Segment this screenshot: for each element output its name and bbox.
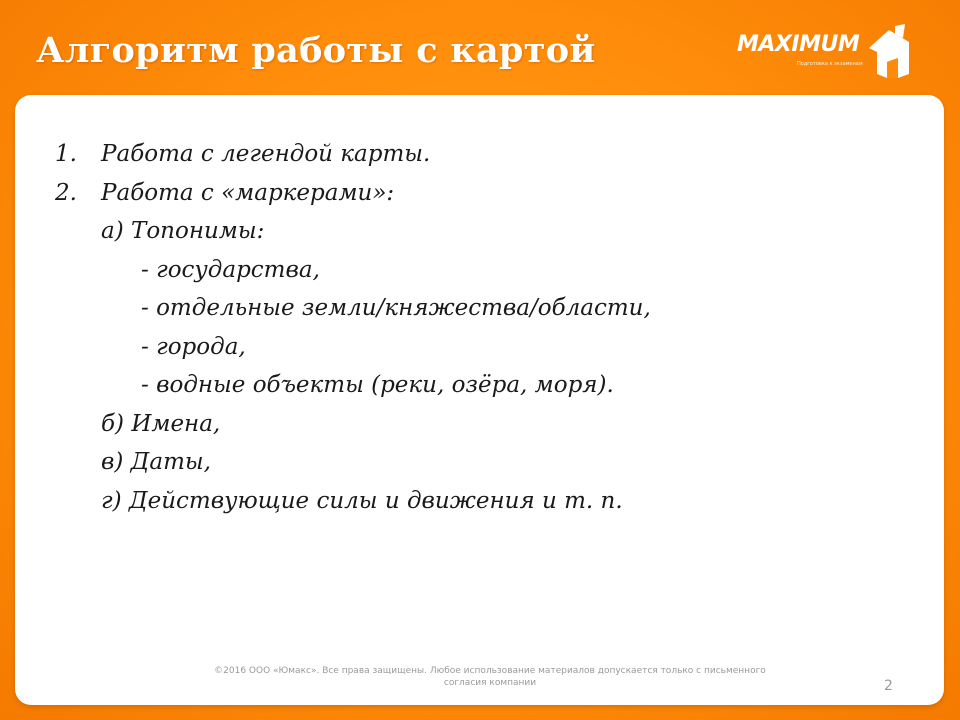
page-number: 2 [884,678,893,694]
list-item [55,174,651,213]
list-item-text: Работа с легендой карты. [101,141,431,167]
list-item-text: - отдельные земли/княжества/области, [141,295,651,321]
house-logo-icon [865,24,913,78]
list-item [55,405,651,444]
logo-tagline: Подготовка к экзаменам [797,61,863,67]
list-item [55,135,651,174]
list-item-text: - города, [141,333,246,360]
footer-copyright [150,665,830,689]
list-item-text: - государства, [141,256,320,283]
list-number: 2. [55,179,77,206]
list-number: 1. [55,141,77,167]
list-item [55,212,651,251]
list-item [55,366,651,405]
content-list [55,135,651,520]
list-item-text: - водные объекты (реки, озёра, моря). [141,372,614,398]
list-item [55,289,651,328]
list-item-text: г) Действующие силы и движения и т. п. [101,487,623,514]
list-item [55,251,651,290]
content-panel [15,95,944,705]
logo-wordmark: MAXIMUM [737,32,860,57]
list-item-text: б) Имена, [101,410,221,437]
list-item-text: Работа с «маркерами»: [101,179,395,206]
slide-title: Алгоритм работы с картой [36,30,596,71]
list-item [55,443,651,482]
list-item-text: а) Топонимы: [101,218,265,244]
copyright-line-2: согласия компании [443,678,537,688]
maximum-logo [737,24,915,80]
list-item [55,328,651,367]
list-item [55,482,651,521]
copyright-line-1: ©2016 ООО «Юмакс». Все права защищены. Любое использование материалов допускается только с письменного [214,666,766,676]
list-item-text: в) Даты, [101,449,211,475]
